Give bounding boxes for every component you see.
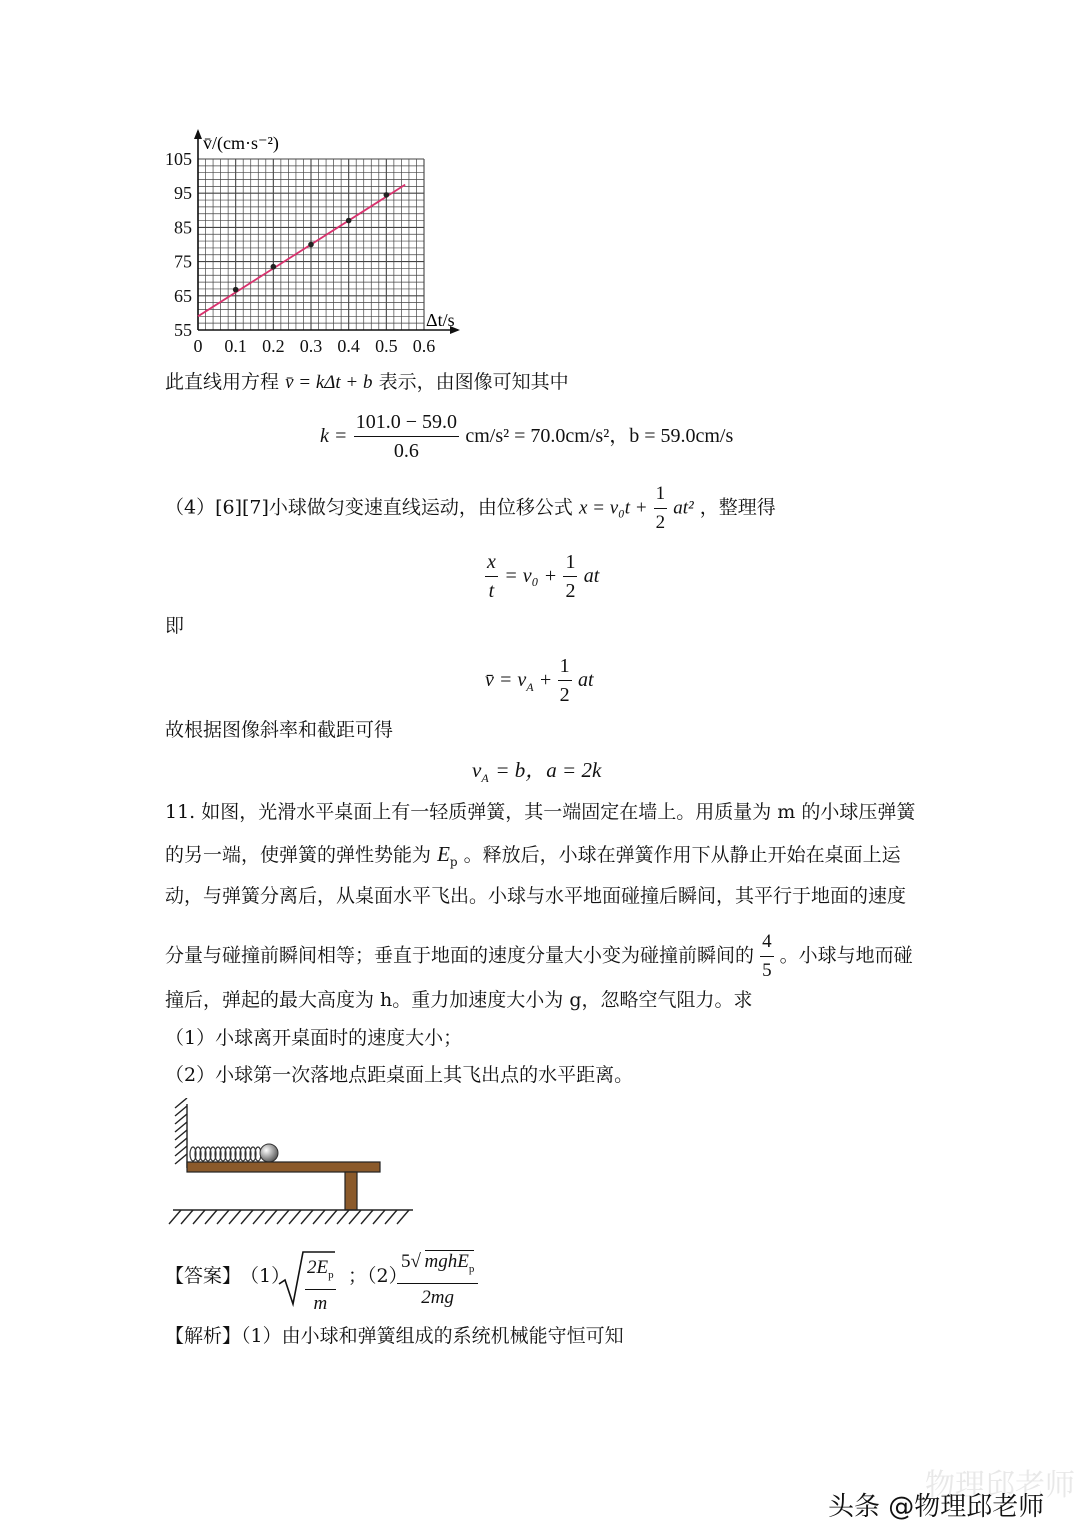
eq-desc-suffix: 表示，由图像可知其中 [378, 371, 569, 393]
answer2-sqrt-sign: √ [410, 1251, 421, 1272]
k-label: k = [320, 425, 348, 447]
part4-fraction [654, 480, 668, 537]
q11-line3: 动，与弹簧分离后，从桌面水平飞出。小球与水平地面碰撞后瞬间，其平行于地面的速度 [165, 885, 907, 907]
data-point [233, 287, 239, 293]
answer1-fraction [305, 1254, 336, 1318]
x-tick-label: 0.6 [412, 336, 436, 356]
answer2-den: 2mg [421, 1286, 455, 1308]
q11-line1: 11. 如图，光滑水平桌面上有一轻质弹簧，其一端固定在墙上。用质量为 m 的小球压弹簧 [165, 801, 916, 823]
answer2-num-sub: p [468, 1262, 475, 1275]
x-tick-label: 0.4 [337, 336, 360, 356]
answer2-num-b: mghE [424, 1251, 469, 1272]
eq3-end: at [577, 669, 594, 691]
table-leg [345, 1172, 357, 1210]
q11-line4-b: 。小球与地而碰 [779, 944, 913, 967]
answer1-num-text: 2E [307, 1257, 329, 1278]
eq2-half-den: 2 [565, 580, 576, 602]
fit-line [198, 185, 405, 317]
chart-fit-line [198, 185, 405, 317]
eq4 [472, 756, 601, 792]
q11-line2-E: E [437, 842, 450, 866]
eq3-mid: + [539, 669, 552, 691]
eq2-half-num: 1 [563, 548, 577, 577]
q11-line2-a: 的另一端，使弹簧的弹性势能为 [165, 844, 432, 866]
eq2-mid: = v₀ + [504, 565, 558, 587]
q11-frac-den: 5 [762, 960, 772, 981]
answer2-num-a: 5 [401, 1251, 411, 1272]
y-axis-arrow [194, 129, 202, 139]
part4-suffix: ，整理得 [699, 496, 776, 519]
eq-desc-formula: v̄ = kΔt + b [285, 372, 373, 393]
answer2-sqrt [410, 1250, 475, 1275]
chart-y-label: v̄/(cm·s⁻²) [203, 133, 279, 153]
y-tick-label: 95 [174, 183, 192, 204]
q11-line2-sub: p [449, 854, 458, 869]
part4-frac-den: 2 [655, 512, 666, 533]
table-top [187, 1162, 380, 1172]
spring-table-diagram [165, 1098, 420, 1228]
answer1-num [305, 1254, 336, 1290]
k-result: cm/s² = 70.0cm/s²，b = 59.0cm/s [465, 425, 734, 447]
q11-sub2: （2）小球第一次落地点距桌面上其飞出点的水平距离。 [165, 1064, 634, 1086]
k-numerator: 101.0 − 59.0 [354, 408, 459, 437]
conclude-line: 故根据图像斜率和截距可得 [165, 719, 394, 741]
eq-desc-prefix: 此直线用方程 [165, 371, 280, 393]
answer2-num [397, 1248, 478, 1284]
eq3-half-den: 2 [559, 684, 570, 706]
eq4-a: v [472, 758, 482, 782]
eq3-half-num: 1 [558, 652, 572, 681]
eq2-end: at [583, 565, 600, 587]
spring-coils [190, 1147, 261, 1161]
eq-description-line [165, 368, 569, 397]
answer-part2: ；（2） [348, 1265, 408, 1287]
answer1-den: m [313, 1292, 328, 1314]
y-tick-label: 55 [174, 320, 192, 340]
eq3 [485, 652, 594, 709]
eq2-den: t [488, 580, 495, 602]
x-tick-label: 0.3 [299, 336, 323, 356]
eq2-half [563, 548, 577, 605]
credit-text: 头条 @物理邱老师 [828, 1492, 1045, 1522]
q11-line2 [165, 840, 901, 876]
k-equation [320, 408, 733, 465]
part4-formula-end: at² [673, 497, 694, 519]
q11-frac-num: 4 [760, 928, 774, 957]
analysis-line: 【解析】（1）由小球和弹簧组成的系统机械能守恒可知 [165, 1325, 624, 1347]
x-tick-label: 0 [193, 336, 203, 356]
data-point [384, 192, 390, 198]
answer-part1: （1） [240, 1265, 291, 1287]
ground-hatch [169, 1210, 413, 1224]
q11-line4-a: 分量与碰撞前瞬间相等；垂直于地面的速度分量大小变为碰撞前瞬间的 [165, 944, 755, 967]
y-tick-label: 85 [174, 217, 192, 238]
eq2-num: x [485, 548, 498, 577]
answer2-fraction [397, 1248, 478, 1312]
part4-formula: x = v₀t + [578, 497, 648, 519]
answer-label: 【答案】 [165, 1265, 242, 1287]
ball [260, 1144, 278, 1162]
q11-sub1: （1）小球离开桌面时的速度大小； [165, 1027, 463, 1049]
q11-line4 [165, 928, 913, 985]
data-point [271, 264, 277, 270]
eq4-sub: A [481, 771, 489, 786]
ji-word: 即 [165, 615, 185, 637]
eq3-half [558, 652, 572, 709]
data-point [346, 218, 352, 224]
eq3-sub: A [526, 680, 534, 694]
q11-line2-b: 。释放后，小球在弹簧作用下从静止开始在桌面上运 [463, 844, 901, 866]
k-denominator: 0.6 [393, 440, 419, 462]
eq4-b: = b，a = 2k [495, 758, 602, 782]
chart-x-label: Δt/s [426, 310, 455, 330]
x-tick-label: 0.2 [262, 336, 285, 356]
part4-prefix: （4）[6][7]小球做匀变速直线运动，由位移公式 [165, 496, 573, 519]
part4-frac-num: 1 [654, 480, 668, 509]
x-tick-label: 0.1 [224, 336, 247, 356]
answer1-num-sub: p [328, 1268, 334, 1281]
part4-line [165, 480, 776, 537]
y-tick-label: 105 [165, 149, 192, 169]
y-tick-label: 75 [174, 251, 192, 272]
wall-hatch [175, 1098, 187, 1168]
y-tick-label: 65 [174, 285, 192, 306]
chart-axes [194, 129, 460, 334]
velocity-time-chart [150, 125, 470, 360]
data-point [308, 242, 314, 248]
eq3-left: v̄ = v [485, 669, 527, 691]
eq2-fraction [485, 548, 498, 605]
q11-line5: 撞后，弹起的最大高度为 h。重力加速度大小为 g，忽略空气阻力。求 [165, 989, 753, 1011]
x-tick-label: 0.5 [375, 336, 398, 356]
q11-fraction [760, 928, 774, 985]
eq2 [485, 548, 599, 605]
k-fraction [354, 408, 459, 465]
watermark-text: 物理邱老师 [925, 1468, 1075, 1503]
